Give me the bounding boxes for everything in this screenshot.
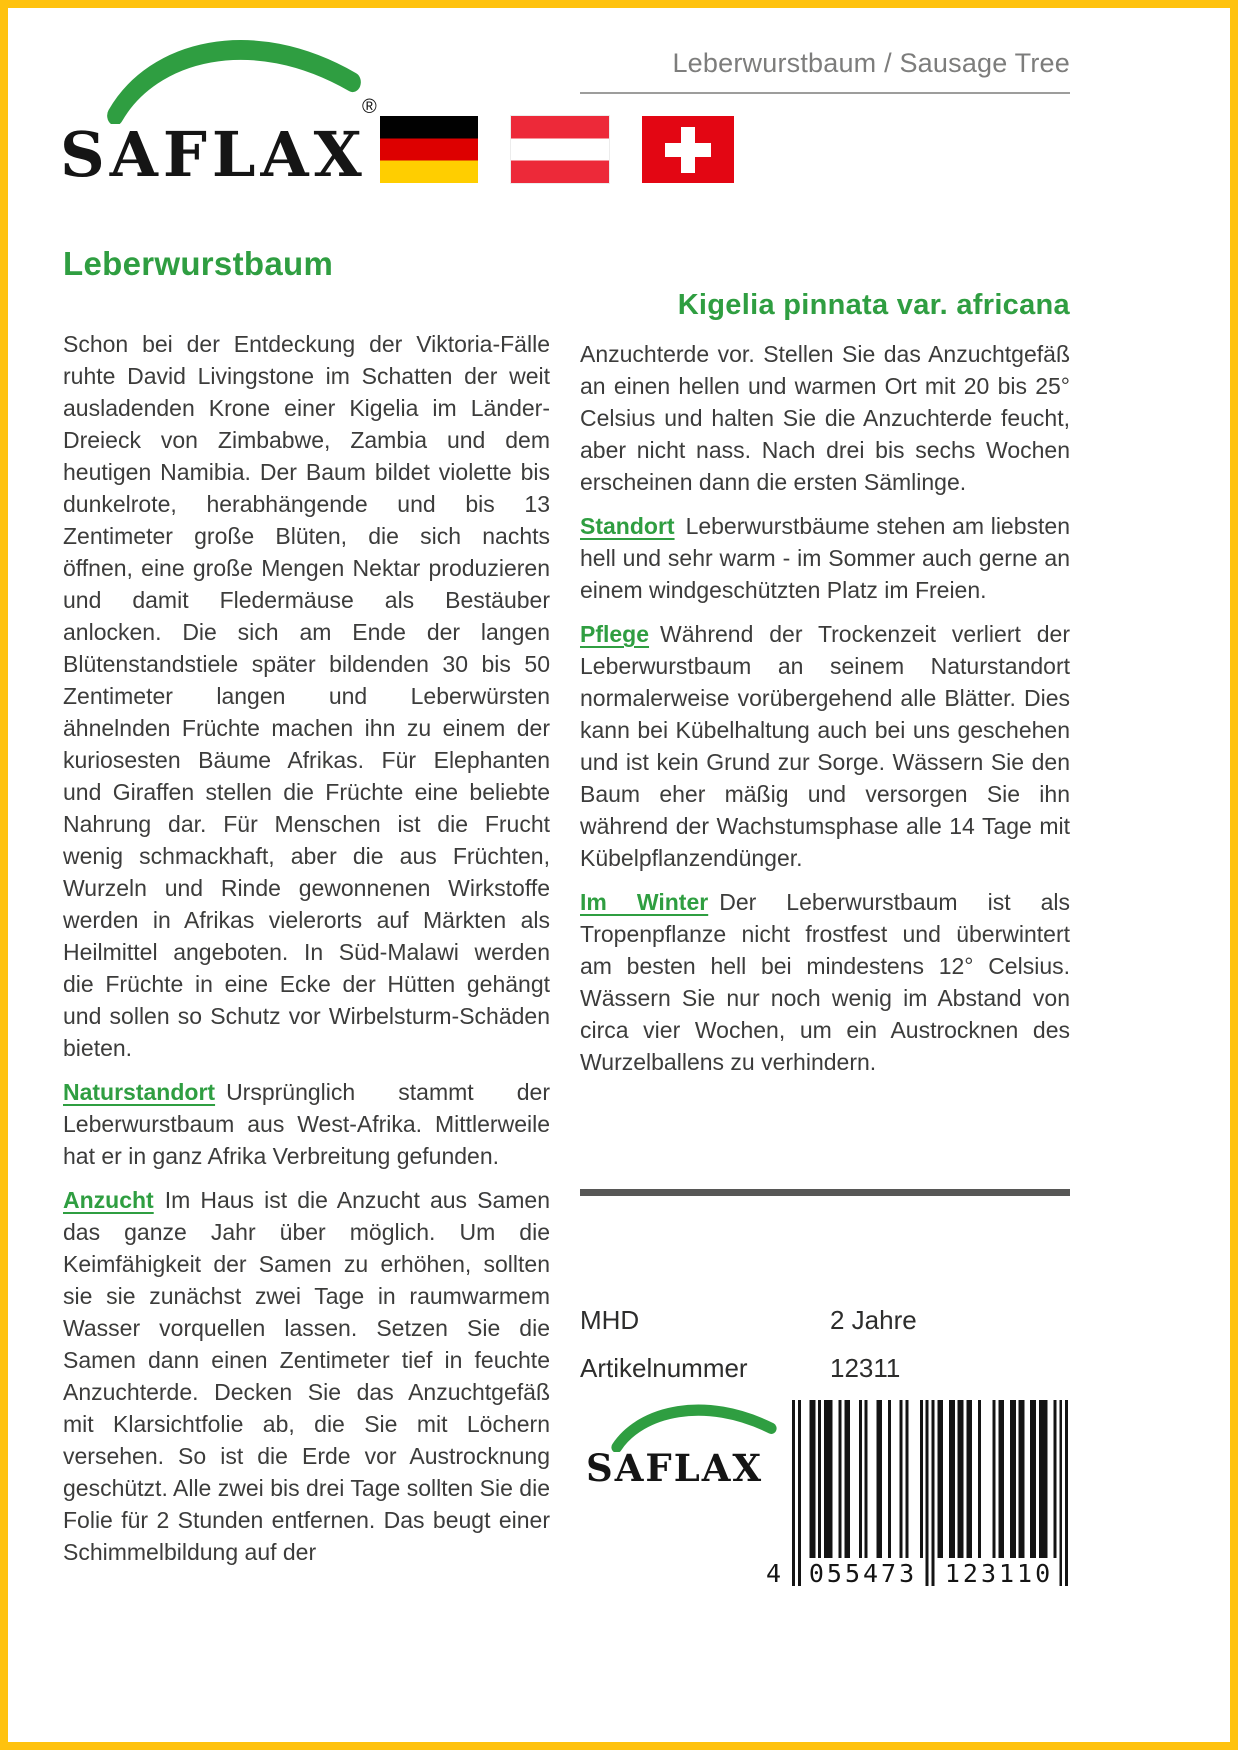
artikelnummer-label: Artikelnummer (580, 1353, 748, 1383)
content-divider-bar (580, 1189, 1070, 1196)
left-column (63, 246, 550, 1580)
standort-text: Leberwurstbäume stehen am liebsten hell und sehr warm - im Sommer auch gerne an einem windgeschützten Platz im Freien. (580, 512, 1070, 603)
barcode (766, 1400, 1068, 1588)
mhd-row (580, 1305, 1070, 1336)
product-meta (580, 1305, 1070, 1401)
pflege-text: Während der Trockenzeit verliert der Leberwurstbaum an seinem Naturstandort normalerweise vorübergehend alle Blätter. Dies kann bei Kübelhaltung auch bei uns geschehen und ist kein Grund zur Sorge. Wässern Sie den Baum eher mäßig und versorgen Sie ihn während der Wachstumsphase alle 14 Tage mit Kübelpflanzendünger. (580, 620, 1070, 871)
standort-label: Standort (580, 512, 675, 539)
logo-swoosh-icon (105, 32, 363, 124)
standort-section (580, 510, 1070, 606)
intro-paragraph: Schon bei der Entdeckung der Viktoria-Fälle ruhte David Livingstone im Schatten der weit ausladenden Krone einer Kigelia im Länder-Dreieck von Zimbabwe, Zambia und dem heutigen Namibia. Der Baum bildet violette bis dunkelrote, herabhängende und bis 13 Zentimeter große Blüten, die sich nachts öffnen, eine große Mengen Nektar produzieren und damit Fledermäuse als Bestäuber anlocken. Die sich am Ende der langen Blütenstandstiele später bildenden 30 bis 50 Zentimeter langen und Leberwürsten ähnelnden Früchte machen ihn zu einem der kuriosesten Bäume Afrikas. Für Elephanten und Giraffen stellen die Früchte eine beliebte Nahrung dar. Für Menschen ist die Frucht wenig schmackhaft, aber die aus Früchten, Wurzeln und Rinde gewonnenen Wirkstoffe werden in Afrikas vielerorts auf Märkten als Heilmittel angeboten. In Süd-Malawi werden die Früchte in eine Ecke der Hütten gehängt und sollen so Schutz vor Wirbelsturm-Schäden bieten. (63, 331, 550, 1062)
anzucht-section (63, 1184, 550, 1568)
naturstandort-text: Ursprünglich stammt der Leberwurstbaum aus West-Afrika. Mittlerweile hat er in ganz Afrika Verbreitung gefunden. (63, 1079, 550, 1170)
product-name-heading: Leberwurstbaum (63, 245, 334, 282)
anzucht-text: Im Haus ist die Anzucht aus Samen das ganze Jahr über möglich. Um die Keimfähigkeit der Samen zu erhöhen, sollten sie sie zunächst zwei Tage in raumwarmem Wasser vorquellen lassen. Setzen Sie die Samen dann einen Zentimeter tief in feuchte Anzuchterde. Decken Sie das Anzuchtgefäß mit Klarsichtfolie ab, die Sie mit Löchern versehen. So ist die Erde vor Austrocknung geschützt. Alle zwei bis drei Tage sollten Sie die Folie für 2 Stunden entfernen. Das beugt einer Schimmelbildung auf der (63, 1187, 550, 1566)
mhd-label: MHD (580, 1305, 640, 1335)
austria-flag-icon (511, 116, 609, 183)
pflege-section (580, 618, 1070, 874)
im-winter-section (580, 886, 1070, 1078)
header-rule (580, 92, 1070, 94)
naturstandort-label: Naturstandort (63, 1079, 216, 1106)
naturstandort-section (63, 1076, 550, 1172)
country-flags (380, 116, 734, 183)
im-winter-text: Der Leberwurstbaum ist als Tropenpflanze nicht frostfest und überwintert am besten hell bei mindestens 12° Celsius. Wässern Sie nur noch wenig im Abstand von circa vier Wochen, um ein Austrocknen des Wurzelballens zu verhindern. (580, 888, 1070, 1075)
barcode-digit-lead: 4 (766, 1559, 782, 1588)
right-column (580, 290, 1070, 1090)
brand-wordmark: SAFLAX (60, 118, 367, 191)
latin-name-heading: Kigelia pinnata var. africana (677, 289, 1070, 321)
registered-trademark-symbol: ® (362, 96, 377, 118)
brand-wordmark: SAFLAX (586, 1446, 764, 1490)
anzucht-label: Anzucht (63, 1187, 154, 1214)
mhd-value: 2 Jahre (830, 1305, 917, 1335)
saflax-logo (60, 32, 400, 202)
logo-swoosh-icon (610, 1400, 778, 1452)
artikelnummer-value: 12311 (830, 1353, 901, 1383)
saflax-logo-small (586, 1400, 796, 1530)
im-winter-label: Im Winter (580, 888, 709, 915)
barcode-digits-left: 055473 (808, 1559, 918, 1588)
barcode-digits-right: 123110 (944, 1559, 1054, 1588)
germany-flag-icon (380, 116, 478, 183)
product-title: Leberwurstbaum / Sausage Tree (672, 48, 1070, 78)
artikelnummer-row (580, 1353, 1070, 1384)
anzucht-continued-paragraph: Anzuchterde vor. Stellen Sie das Anzuchtgefäß an einen hellen und warmen Ort mit 20 bis 25° Celsius und halten Sie die Anzuchterde feucht, aber nicht nass. Nach drei bis sechs Wochen erscheinen dann die ersten Sämlinge. (580, 340, 1070, 495)
switzerland-flag-icon (642, 116, 734, 183)
pflege-label: Pflege (580, 620, 650, 647)
